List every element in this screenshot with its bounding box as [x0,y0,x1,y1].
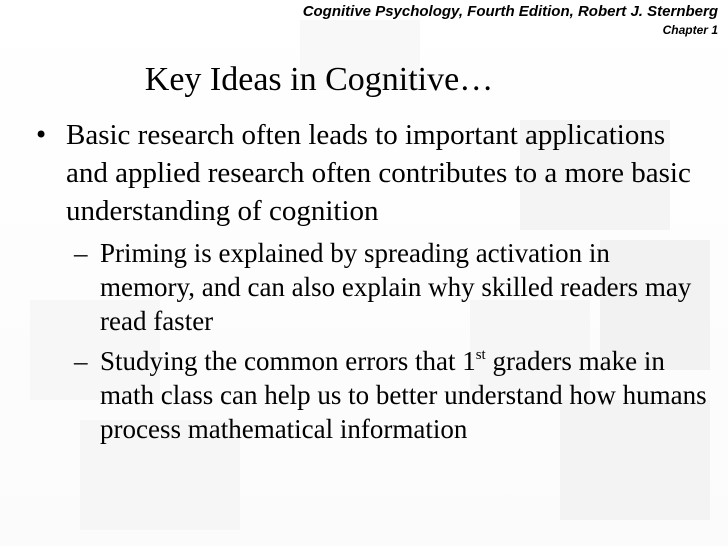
ordinal-superscript: st [475,347,486,363]
slide-title: Key Ideas in Cognitive… [144,61,494,98]
sub-bullet-marker: – [74,238,88,268]
sub-bullet-text-after: graders make in math class can help us to better understand how humans process mathematical information [100,346,707,444]
bullet-marker: • [34,121,49,149]
main-bullet-text: Basic research often leads to important applications and applied research often contributes to a more basic understanding of cognition [66,119,691,227]
sub-bullet-math-errors [68,344,708,446]
book-title: Cognitive Psychology, Fourth Edition, Robert J. Sternberg [302,3,718,20]
chapter-label: Chapter 1 [662,23,718,37]
sub-bullet-text: Priming is explained by spreading activation in memory, and can also explain why skilled readers may read faster [100,238,692,336]
sub-bullet-list [66,236,708,446]
sub-bullet-priming [68,236,708,338]
bullet-list [28,116,708,452]
sub-bullet-marker: – [74,346,88,376]
sub-bullet-text-before: Studying the common errors that 1 [100,346,476,376]
slide-header [303,2,718,38]
main-bullet [28,116,708,446]
